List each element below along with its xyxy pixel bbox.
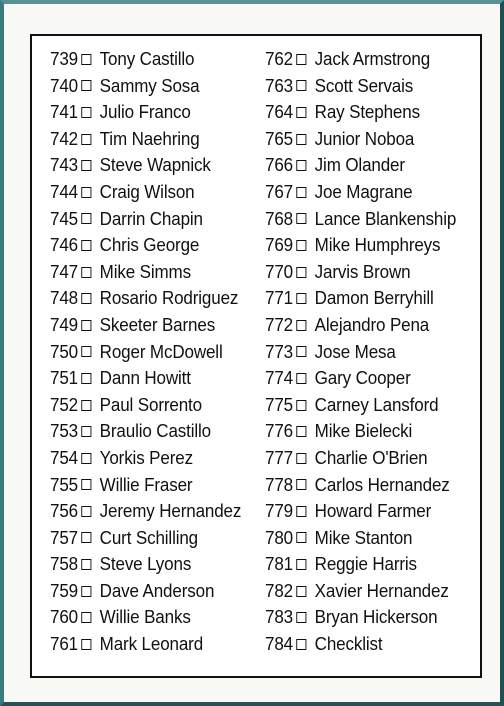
card-number: 779 [265, 500, 293, 522]
checkbox-icon[interactable] [81, 532, 91, 543]
checkbox-icon[interactable] [81, 400, 91, 411]
card-number: 771 [265, 287, 293, 309]
card-number: 764 [265, 101, 293, 123]
player-name: Howard Farmer [314, 500, 432, 522]
card-number: 749 [50, 313, 78, 335]
card-number: 776 [265, 420, 293, 442]
checkbox-icon[interactable] [296, 107, 306, 118]
player-name: Yorkis Perez [99, 446, 193, 468]
player-name: Rosario Rodriguez [99, 287, 239, 309]
card-number: 745 [50, 207, 78, 229]
card-number: 762 [265, 48, 293, 69]
player-name: Carlos Hernandez [314, 473, 450, 495]
player-name: Mike Stanton [314, 526, 413, 548]
checklist-row [265, 126, 456, 153]
checkbox-icon[interactable] [81, 453, 91, 464]
card-number: 767 [265, 180, 293, 202]
checklist-row [50, 472, 241, 499]
card-number: 755 [50, 473, 78, 495]
checklist-row [50, 418, 241, 445]
checkbox-icon[interactable] [81, 586, 91, 597]
player-name: Scott Servais [314, 74, 414, 96]
player-name: Skeeter Barnes [99, 313, 216, 335]
checklist-row [265, 631, 456, 658]
checklist-row [50, 285, 241, 312]
card-number: 761 [50, 633, 78, 655]
checkbox-icon[interactable] [81, 639, 91, 650]
player-name: Curt Schilling [99, 526, 199, 548]
checklist-row [50, 392, 241, 419]
checkbox-icon[interactable] [81, 479, 91, 490]
player-name: Checklist [314, 633, 383, 655]
checklist-row [50, 604, 241, 631]
checkbox-icon[interactable] [296, 532, 306, 543]
player-name: Braulio Castillo [99, 420, 211, 442]
card-number: 760 [50, 606, 78, 628]
player-name: Mike Humphreys [314, 234, 441, 256]
player-name: Damon Berryhill [314, 287, 434, 309]
checkbox-icon[interactable] [81, 80, 91, 91]
card-number: 784 [265, 633, 293, 655]
player-name: Jim Olander [314, 154, 405, 176]
checkbox-icon[interactable] [81, 54, 91, 65]
checkbox-icon[interactable] [296, 320, 306, 331]
card-number: 773 [265, 340, 293, 362]
player-name: Tim Naehring [99, 127, 200, 149]
card-number: 772 [265, 313, 293, 335]
checklist-row [265, 365, 456, 392]
card-number: 765 [265, 127, 293, 149]
card-number: 780 [265, 526, 293, 548]
checklist-row [50, 99, 241, 126]
checklist-row [265, 578, 456, 605]
player-name: Jose Mesa [314, 340, 396, 362]
card-number: 747 [50, 260, 78, 282]
checkbox-icon[interactable] [296, 267, 306, 278]
checklist-row [50, 339, 241, 366]
card-number: 766 [265, 154, 293, 176]
player-name: Darrin Chapin [99, 207, 203, 229]
checklist-row [50, 73, 241, 100]
card-number: 781 [265, 553, 293, 575]
checkbox-icon[interactable] [81, 240, 91, 251]
checklist-row [265, 285, 456, 312]
checkbox-icon[interactable] [81, 373, 91, 384]
checklist-row [265, 46, 456, 73]
card-number: 746 [50, 234, 78, 256]
player-name: Paul Sorrento [99, 393, 202, 415]
checklist-row [265, 498, 456, 525]
card-number: 741 [50, 101, 78, 123]
checkbox-icon[interactable] [81, 187, 91, 198]
player-name: Ray Stephens [314, 101, 420, 123]
checkbox-icon[interactable] [296, 559, 306, 570]
player-name: Mike Bielecki [314, 420, 413, 442]
player-name: Jack Armstrong [314, 48, 431, 69]
card-number: 743 [50, 154, 78, 176]
card-number: 757 [50, 526, 78, 548]
player-name: Carney Lansford [314, 393, 439, 415]
checkbox-icon[interactable] [296, 213, 306, 224]
checklist-row [265, 339, 456, 366]
card-number: 769 [265, 234, 293, 256]
checkbox-icon[interactable] [296, 453, 306, 464]
player-name: Xavier Hernandez [314, 579, 449, 601]
checkbox-icon[interactable] [296, 612, 306, 623]
player-name: Lance Blankenship [314, 207, 457, 229]
card-number: 740 [50, 74, 78, 96]
checklist-row [50, 312, 241, 339]
checkbox-icon[interactable] [296, 80, 306, 91]
checkbox-icon[interactable] [81, 559, 91, 570]
checkbox-icon[interactable] [296, 160, 306, 171]
card-number: 783 [265, 606, 293, 628]
checkbox-icon[interactable] [296, 187, 306, 198]
card-number: 782 [265, 579, 293, 601]
checklist-row [50, 259, 241, 286]
card-number: 770 [265, 260, 293, 282]
checklist-row [265, 392, 456, 419]
checklist-row [50, 365, 241, 392]
checkbox-icon[interactable] [296, 240, 306, 251]
checklist-row [50, 152, 241, 179]
player-name: Bryan Hickerson [314, 606, 438, 628]
card-number: 763 [265, 74, 293, 96]
card-number: 748 [50, 287, 78, 309]
checklist-row [265, 551, 456, 578]
card-number: 774 [265, 367, 293, 389]
player-name: Junior Noboa [314, 127, 415, 149]
checklist-row [50, 206, 241, 233]
checkbox-icon[interactable] [296, 506, 306, 517]
card-number: 775 [265, 393, 293, 415]
checklist-row [50, 445, 241, 472]
card-number: 777 [265, 446, 293, 468]
player-name: Tony Castillo [99, 48, 195, 69]
checklist-frame [30, 34, 482, 678]
checkbox-icon[interactable] [296, 54, 306, 65]
checklist-row [265, 472, 456, 499]
player-name: Craig Wilson [99, 180, 195, 202]
player-name: Chris George [99, 234, 200, 256]
checkbox-icon[interactable] [296, 400, 306, 411]
card-number: 750 [50, 340, 78, 362]
player-name: Dann Howitt [99, 367, 191, 389]
player-name: Alejandro Pena [314, 313, 430, 335]
player-name: Mike Simms [99, 260, 191, 282]
checklist-row [50, 551, 241, 578]
checkbox-icon[interactable] [81, 107, 91, 118]
checklist-row [265, 418, 456, 445]
checklist-row [265, 73, 456, 100]
checkbox-icon[interactable] [296, 134, 306, 145]
player-name: Willie Banks [99, 606, 191, 628]
player-name: Julio Franco [99, 101, 191, 123]
checklist-row [265, 99, 456, 126]
checkbox-icon[interactable] [296, 426, 306, 437]
player-name: Jarvis Brown [314, 260, 411, 282]
player-name: Roger McDowell [99, 340, 223, 362]
checkbox-icon[interactable] [81, 506, 91, 517]
card-number: 758 [50, 553, 78, 575]
checklist-row [265, 525, 456, 552]
checklist-row [265, 604, 456, 631]
checkbox-icon[interactable] [81, 160, 91, 171]
checklist-right-column [265, 46, 473, 658]
player-name: Mark Leonard [99, 633, 204, 655]
checklist-row [50, 126, 241, 153]
checklist-row [265, 179, 456, 206]
checklist-row [265, 232, 456, 259]
checklist-row [265, 206, 456, 233]
checkbox-icon[interactable] [81, 346, 91, 357]
checklist-row [50, 179, 241, 206]
checklist-left-column [50, 46, 258, 658]
player-name: Steve Lyons [99, 553, 192, 575]
checkbox-icon[interactable] [81, 213, 91, 224]
player-name: Sammy Sosa [99, 74, 200, 96]
checkbox-icon[interactable] [296, 346, 306, 357]
checkbox-icon[interactable] [81, 612, 91, 623]
card-number: 778 [265, 473, 293, 495]
player-name: Reggie Harris [314, 553, 417, 575]
card-number: 768 [265, 207, 293, 229]
card-number: 751 [50, 367, 78, 389]
checklist-row [265, 259, 456, 286]
checkbox-icon[interactable] [296, 293, 306, 304]
checkbox-icon[interactable] [81, 267, 91, 278]
card-number: 742 [50, 127, 78, 149]
checkbox-icon[interactable] [81, 426, 91, 437]
checklist-row [50, 232, 241, 259]
card-number: 753 [50, 420, 78, 442]
card-number: 756 [50, 500, 78, 522]
checklist-row [265, 312, 456, 339]
checklist-row [50, 498, 241, 525]
player-name: Gary Cooper [314, 367, 411, 389]
player-name: Willie Fraser [99, 473, 193, 495]
card-number: 744 [50, 180, 78, 202]
checklist-row [50, 631, 241, 658]
checklist-row [50, 578, 241, 605]
checkbox-icon[interactable] [296, 373, 306, 384]
checkbox-icon[interactable] [296, 586, 306, 597]
card-number: 739 [50, 48, 78, 69]
checkbox-icon[interactable] [296, 479, 306, 490]
checklist-row [265, 445, 456, 472]
card-number: 754 [50, 446, 78, 468]
card-number: 759 [50, 579, 78, 601]
player-name: Dave Anderson [99, 579, 215, 601]
checklist-row [50, 46, 241, 73]
checkbox-icon[interactable] [81, 134, 91, 145]
checkbox-icon[interactable] [81, 320, 91, 331]
player-name: Joe Magrane [314, 180, 413, 202]
player-name: Charlie O'Brien [314, 446, 428, 468]
player-name: Jeremy Hernandez [99, 500, 242, 522]
card-number: 752 [50, 393, 78, 415]
checkbox-icon[interactable] [296, 639, 306, 650]
checklist-row [50, 525, 241, 552]
player-name: Steve Wapnick [99, 154, 211, 176]
checklist-row [265, 152, 456, 179]
checkbox-icon[interactable] [81, 293, 91, 304]
